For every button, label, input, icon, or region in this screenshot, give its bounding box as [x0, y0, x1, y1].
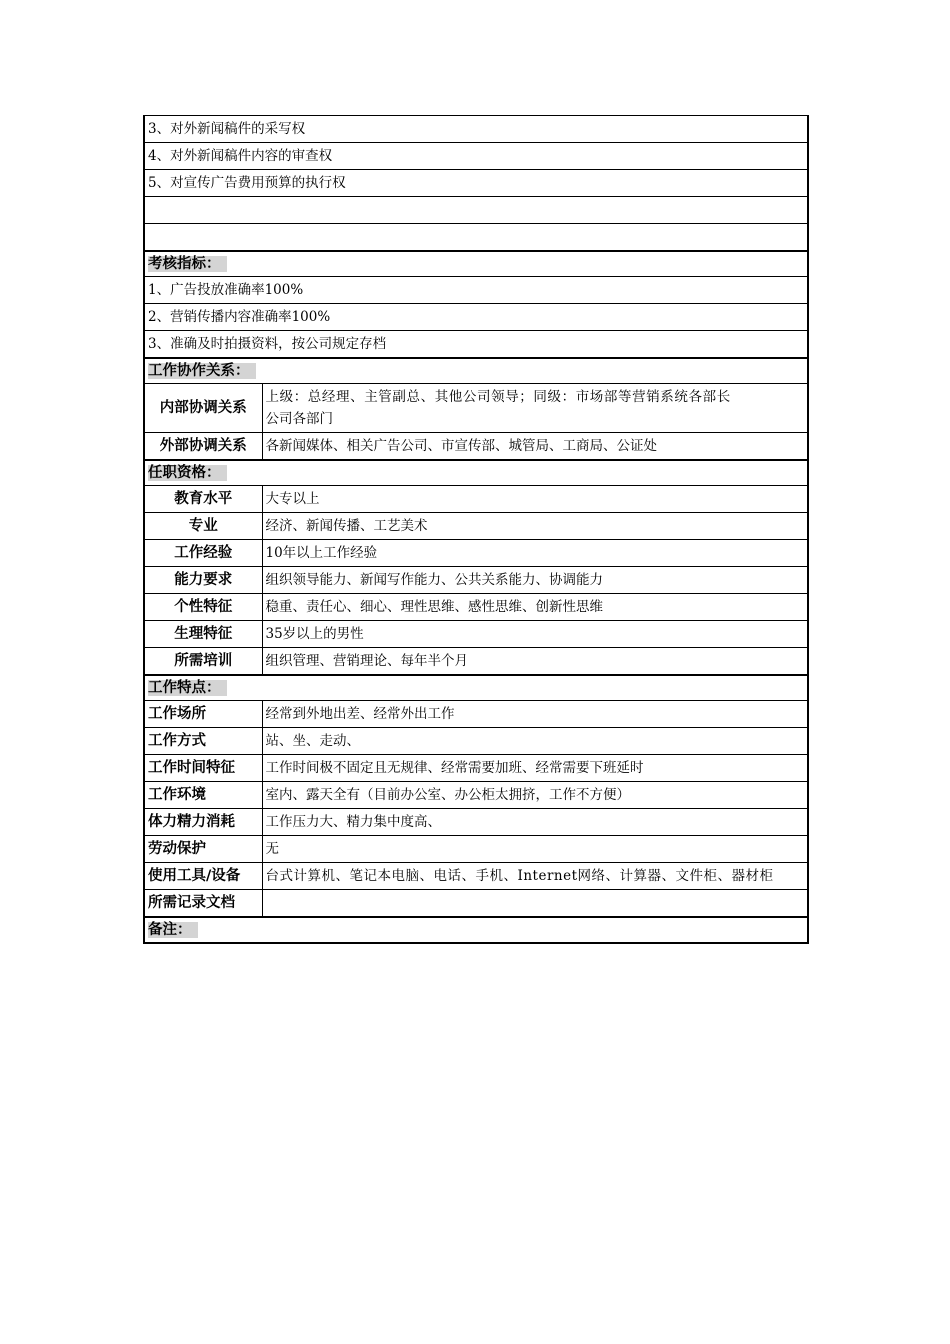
feature-row	[144, 809, 808, 836]
qualification-label: 所需培训	[144, 648, 262, 676]
internal-relations-value	[262, 384, 808, 433]
feature-row	[144, 755, 808, 782]
authority-item	[144, 224, 808, 252]
feature-row	[144, 890, 808, 918]
kpi-row	[144, 277, 808, 304]
authority-item: 4、对外新闻稿件内容的审查权	[144, 143, 808, 170]
feature-label: 劳动保护	[144, 836, 262, 863]
feature-value: 站、坐、走动、	[262, 728, 808, 755]
feature-label: 使用工具/设备	[144, 863, 262, 890]
kpi-item: 3、准确及时拍摄资料，按公司规定存档	[144, 331, 808, 359]
features-heading-row	[144, 675, 808, 701]
qualification-label: 能力要求	[144, 567, 262, 594]
authority-item: 5、对宣传广告费用预算的执行权	[144, 170, 808, 197]
qualification-row	[144, 486, 808, 513]
qualification-row	[144, 594, 808, 621]
qualification-row	[144, 513, 808, 540]
feature-row	[144, 728, 808, 755]
feature-value: 无	[262, 836, 808, 863]
kpi-heading-cell	[144, 251, 808, 277]
kpi-heading: 考核指标：	[148, 256, 227, 272]
feature-value: 室内、露天全有（目前办公室、办公柜太拥挤，工作不方便）	[262, 782, 808, 809]
qualification-row	[144, 567, 808, 594]
feature-row	[144, 863, 808, 890]
external-relations-label: 外部协调关系	[144, 433, 262, 461]
feature-label: 工作环境	[144, 782, 262, 809]
feature-value: 经常到外地出差、经常外出工作	[262, 701, 808, 728]
features-heading-cell	[144, 675, 808, 701]
feature-value: 工作压力大、精力集中度高、	[262, 809, 808, 836]
remarks-heading: 备注：	[148, 922, 198, 938]
qualification-row	[144, 621, 808, 648]
external-relations-row	[144, 433, 808, 461]
feature-label: 工作场所	[144, 701, 262, 728]
qualification-value: 稳重、责任心、细心、理性思维、感性思维、创新性思维	[262, 594, 808, 621]
authority-item	[144, 197, 808, 224]
internal-relations-label: 内部协调关系	[144, 384, 262, 433]
qualification-value: 35岁以上的男性	[262, 621, 808, 648]
feature-value: 台式计算机、笔记本电脑、电话、手机、Internet网络、计算器、文件柜、器材柜	[262, 863, 808, 890]
qualification-value: 10年以上工作经验	[262, 540, 808, 567]
qualification-value: 经济、新闻传播、工艺美术	[262, 513, 808, 540]
job-description-sheet	[143, 115, 807, 944]
feature-label: 工作时间特征	[144, 755, 262, 782]
external-relations-value: 各新闻媒体、相关广告公司、市宣传部、城管局、工商局、公证处	[262, 433, 808, 461]
remarks-row	[144, 917, 808, 943]
relations-heading-row	[144, 358, 808, 384]
qualification-value: 大专以上	[262, 486, 808, 513]
internal-relations-row	[144, 384, 808, 433]
features-heading: 工作特点：	[148, 680, 227, 696]
kpi-row	[144, 331, 808, 359]
authority-row	[144, 116, 808, 143]
feature-value	[262, 890, 808, 918]
qualification-value: 组织领导能力、新闻写作能力、公共关系能力、协调能力	[262, 567, 808, 594]
qualification-label: 教育水平	[144, 486, 262, 513]
qualifications-heading-row	[144, 460, 808, 486]
authority-row	[144, 197, 808, 224]
feature-row	[144, 701, 808, 728]
internal-relations-line: 上级：总经理、主管副总、其他公司领导；同级：市场部等营销系统各部长	[265, 389, 731, 405]
qualification-label: 个性特征	[144, 594, 262, 621]
kpi-heading-row	[144, 251, 808, 277]
relations-heading: 工作协作关系：	[148, 363, 256, 379]
qualifications-heading: 任职资格：	[148, 465, 227, 481]
qualifications-heading-cell	[144, 460, 808, 486]
feature-row	[144, 836, 808, 863]
qualification-row	[144, 540, 808, 567]
kpi-item: 2、营销传播内容准确率100%	[144, 304, 808, 331]
qualification-label: 生理特征	[144, 621, 262, 648]
qualification-row	[144, 648, 808, 676]
internal-relations-line: 公司各部门	[265, 411, 333, 427]
authority-row	[144, 170, 808, 197]
kpi-item: 1、广告投放准确率100%	[144, 277, 808, 304]
qualification-value: 组织管理、营销理论、每年半个月	[262, 648, 808, 676]
feature-label: 体力精力消耗	[144, 809, 262, 836]
relations-heading-cell	[144, 358, 808, 384]
authority-row	[144, 143, 808, 170]
feature-label: 所需记录文档	[144, 890, 262, 918]
kpi-row	[144, 304, 808, 331]
qualification-label: 专业	[144, 513, 262, 540]
authority-row	[144, 224, 808, 252]
feature-value: 工作时间极不固定且无规律、经常需要加班、经常需要下班延时	[262, 755, 808, 782]
feature-label: 工作方式	[144, 728, 262, 755]
feature-row	[144, 782, 808, 809]
qualification-label: 工作经验	[144, 540, 262, 567]
authority-item: 3、对外新闻稿件的采写权	[144, 116, 808, 143]
remarks-cell	[144, 917, 808, 943]
job-description-table	[143, 115, 809, 944]
